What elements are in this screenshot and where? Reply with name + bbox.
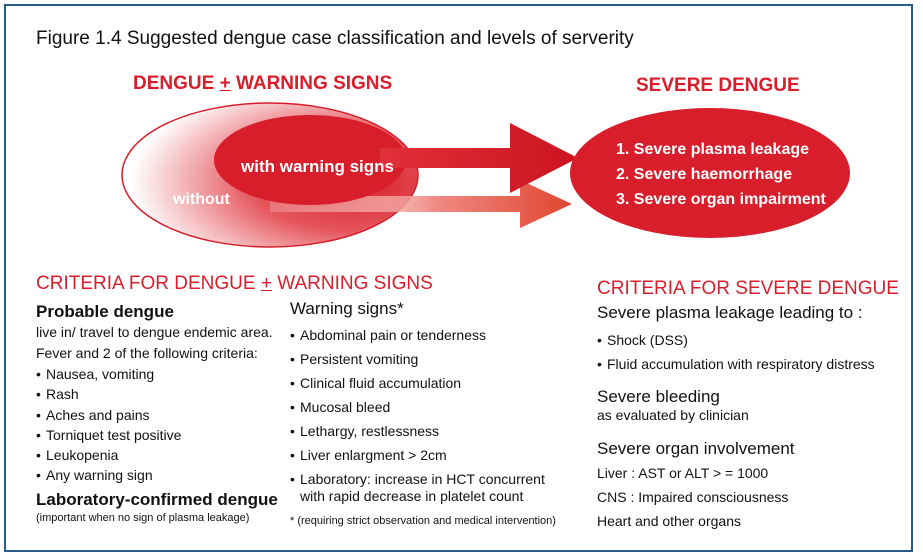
criteria-left-heading: CRITERIA FOR DENGUE + WARNING SIGNS xyxy=(36,273,433,294)
label-without: without xyxy=(173,191,230,208)
warning-footnote: * (requiring strict observation and medical intervention) xyxy=(290,515,556,527)
list-item: • Fluid accumulation with respiratory distress xyxy=(597,352,875,376)
plasma-leakage-list xyxy=(597,328,875,376)
warning-signs-list xyxy=(290,323,545,505)
list-item: • Liver enlargment > 2cm xyxy=(290,443,545,467)
warning-signs-title: Warning signs* xyxy=(290,299,404,318)
list-item: • Nausea, vomiting xyxy=(36,364,181,384)
list-item: • Aches and pains xyxy=(36,405,181,425)
list-item: • Lethargy, restlessness xyxy=(290,419,545,443)
list-item: • Rash xyxy=(36,384,181,404)
heading-dengue-warning-signs: DENGUE + WARNING SIGNS xyxy=(133,73,393,94)
list-item: • Clinical fluid accumulation xyxy=(290,371,545,395)
list-item: • Abdominal pain or tenderness xyxy=(290,323,545,347)
heading-severe-dengue: SEVERE DENGUE xyxy=(636,75,800,96)
list-item: • Mucosal bleed xyxy=(290,395,545,419)
list-item: • Persistent vomiting xyxy=(290,347,545,371)
label-with-warning-signs: with warning signs xyxy=(241,157,395,176)
severe-bleeding-title: Severe bleeding xyxy=(597,387,720,406)
organ-liver: Liver : AST or ALT > = 1000 xyxy=(597,465,769,481)
probable-criteria-list xyxy=(36,364,181,486)
severe-item-3: 3. Severe organ impairment xyxy=(616,191,826,208)
organ-heart: Heart and other organs xyxy=(597,513,741,529)
criteria-right-heading: CRITERIA FOR SEVERE DENGUE xyxy=(597,278,899,299)
probable-line-2: Fever and 2 of the following criteria: xyxy=(36,345,258,361)
severe-bleeding-sub: as evaluated by clinician xyxy=(597,407,749,423)
organ-involvement-title: Severe organ involvement xyxy=(597,439,795,458)
probable-dengue-title: Probable dengue xyxy=(36,302,174,321)
severe-item-1: 1. Severe plasma leakage xyxy=(616,141,810,158)
lab-confirmed-title: Laboratory-confirmed dengue xyxy=(36,490,278,509)
probable-line-1: live in/ travel to dengue endemic area. xyxy=(36,324,273,340)
list-item: • Leukopenia xyxy=(36,445,181,465)
plasma-leakage-title: Severe plasma leakage leading to : xyxy=(597,303,863,322)
organ-cns: CNS : Impaired consciousness xyxy=(597,489,789,505)
list-item: • Torniquet test positive xyxy=(36,425,181,445)
list-item: • Laboratory: increase in HCT concurrent with rapid decrease in platelet count xyxy=(290,471,545,505)
list-item: • Any warning sign xyxy=(36,465,181,485)
list-item: • Shock (DSS) xyxy=(597,328,875,352)
severe-item-2: 2. Severe haemorrhage xyxy=(616,166,793,183)
figure-title: Figure 1.4 Suggested dengue case classification and levels of serverity xyxy=(36,28,634,49)
lab-confirmed-note: (important when no sign of plasma leakage) xyxy=(36,512,250,524)
